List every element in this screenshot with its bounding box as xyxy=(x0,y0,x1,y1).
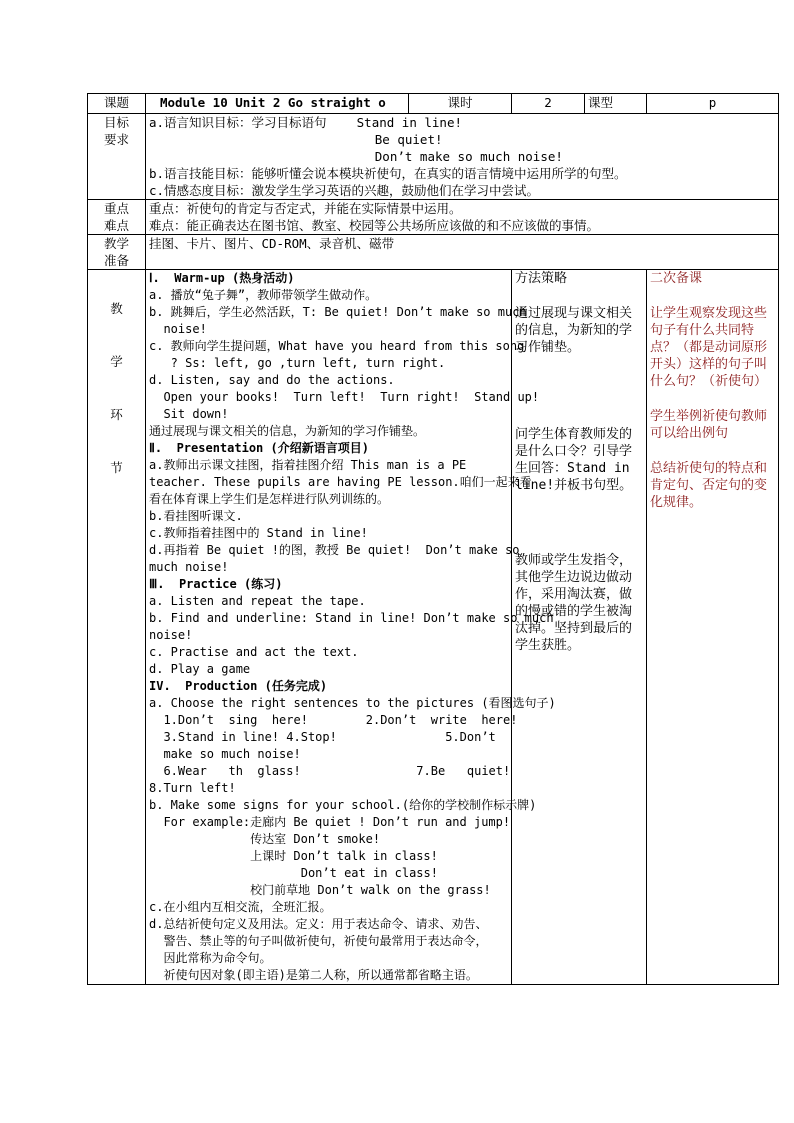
hours-label: 课时 xyxy=(409,94,512,114)
section-heading: Ⅲ. Practice (练习) xyxy=(149,577,283,591)
process-line: b. Find and underline: Stand in line! Don’t make so much xyxy=(149,611,554,625)
goals-row xyxy=(88,114,779,200)
process-line: c. 教师向学生提问题，What have you heard from this song xyxy=(149,339,525,353)
process-label-char: 节 xyxy=(110,460,123,475)
prep-materials: 挂图、卡片、图片、CD-ROM、录音机、磁带 xyxy=(149,236,395,251)
lesson-plan-table xyxy=(87,93,779,985)
process-label-char: 学 xyxy=(110,354,123,369)
type-label: 课型 xyxy=(585,94,647,114)
focus-label xyxy=(88,200,146,235)
strategy-column xyxy=(512,270,647,985)
focus-label-line2: 难点 xyxy=(103,218,129,233)
process-line: c. Practise and act the text. xyxy=(149,645,359,659)
process-line: 校门前草地 Don’t walk on the grass! xyxy=(149,883,491,897)
focus-content xyxy=(146,200,779,235)
second-prep-note: 让学生观察发现这些句子有什么共同特点？（都是动词原形开头）这样的句子叫什么句？（祈使句） xyxy=(650,306,768,389)
process-line: d.总结祈使句定义及用法。定义：用于表达命令、请求、劝告、 xyxy=(149,917,488,931)
process-line: 通过展现与课文相关的信息，为新知的学习作铺垫。 xyxy=(149,424,426,438)
topic-label: 课题 xyxy=(88,94,146,114)
process-line: 8.Turn left! xyxy=(149,781,236,795)
process-line: b.看挂图听课文. xyxy=(149,509,243,523)
process-line: Don’t eat in class! xyxy=(149,866,438,880)
second-prep-note: 学生举例祈使句教师可以给出例句 xyxy=(650,409,768,441)
process-line: d.再指着 Be quiet !的图，教授 Be quiet! Don’t make so xyxy=(149,543,520,557)
process-line: teacher. These pupils are having PE lesson.咱们一起来看 xyxy=(149,475,532,489)
process-line: 传达室 Don’t smoke! xyxy=(149,832,381,846)
process-line: noise! xyxy=(149,628,193,642)
process-line: 看在体育课上学生们是怎样进行队列训练的。 xyxy=(149,492,390,506)
process-line: Sit down! xyxy=(149,407,229,421)
process-line: b. Make some signs for your school.(给你的学校制作标示牌) xyxy=(149,798,537,812)
process-line: d. Play a game xyxy=(149,662,251,676)
process-line: make so much noise! xyxy=(149,747,301,761)
goal-line: a.语言知识目标：学习目标语句 Stand in line! xyxy=(149,115,463,130)
goals-label-line2: 要求 xyxy=(103,132,129,147)
goals-content xyxy=(146,114,779,200)
process-line: 警告、禁止等的句子叫做祈使句，祈使句最常用于表达命令， xyxy=(149,934,488,948)
goals-label-line1: 目标 xyxy=(103,115,129,130)
section-heading: Ⅱ. Presentation (介绍新语言项目) xyxy=(149,441,369,455)
process-line: 3.Stand in line! 4.Stop! 5.Don’t xyxy=(149,730,496,744)
goal-line: b.语言技能目标：能够听懂会说本模块祈使句，在真实的语言情境中运用所学的句型。 xyxy=(149,166,627,181)
process-line: 6.Wear th glass! 7.Be quiet! xyxy=(149,764,511,778)
process-line: 祈使句因对象(即主语)是第二人称，所以通常都省略主语。 xyxy=(149,968,478,982)
process-line: a.教师出示课文挂图，指着挂图介绍 This man is a PE xyxy=(149,458,467,472)
process-line: noise! xyxy=(149,322,207,336)
process-label-char: 环 xyxy=(110,407,123,422)
topic-value: Module 10 Unit 2 Go straight o xyxy=(146,94,409,114)
strategy-note: 通过展现与课文相关的信息，为新知的学习作铺垫。 xyxy=(515,306,633,355)
difficulty: 难点：能正确表达在图书馆、教室、校园等公共场所应该做的和不应该做的事情。 xyxy=(149,218,600,233)
process-line: 上课时 Don’t talk in class! xyxy=(149,849,438,863)
prep-label-line2: 准备 xyxy=(103,253,129,268)
process-line: Open your books! Turn left! Turn right! Stand up! xyxy=(149,390,540,404)
hours-value: 2 xyxy=(512,94,585,114)
process-line: c.教师指着挂图中的 Stand in line! xyxy=(149,526,368,540)
process-label-char: 教 xyxy=(110,301,123,316)
key-point: 重点：祈使句的肯定与否定式，并能在实际情景中运用。 xyxy=(149,201,462,216)
second-prep-note: 总结祈使句的特点和肯定句、否定句的变化规律。 xyxy=(650,461,768,510)
process-line: b. 跳舞后，学生必然活跃，T: Be quiet! Don’t make so much xyxy=(149,305,527,319)
goals-label xyxy=(88,114,146,200)
goal-line: Don’t make so much noise! xyxy=(149,149,563,164)
process-label xyxy=(88,270,146,985)
focus-label-line1: 重点 xyxy=(103,201,129,216)
process-line: a. Choose the right sentences to the pictures (看图选句子) xyxy=(149,696,556,710)
prep-label-line1: 教学 xyxy=(103,236,129,251)
strategy-note: 问学生体育教师发的是什么口令？引导学生回答：Stand in line!并板书句型。 xyxy=(515,427,633,493)
focus-row xyxy=(88,200,779,235)
prep-row xyxy=(88,235,779,270)
section-heading: Ⅰ. Warm-up (热身活动) xyxy=(149,271,295,285)
process-line: much noise! xyxy=(149,560,229,574)
process-row xyxy=(88,270,779,985)
strategy-heading: 方法策略 xyxy=(515,271,568,286)
process-line: a. Listen and repeat the tape. xyxy=(149,594,366,608)
second-prep-heading: 二次备课 xyxy=(650,271,703,286)
prep-label xyxy=(88,235,146,270)
goal-line: Be quiet! xyxy=(149,132,443,147)
section-heading: IV. Production (任务完成) xyxy=(149,679,328,693)
process-line: a. 播放“兔子舞”，教师带领学生做动作。 xyxy=(149,288,378,302)
process-line: For example:走廊内 Be quiet ! Don’t run and jump! xyxy=(149,815,511,829)
process-line: 1.Don’t sing here! 2.Don’t write here! xyxy=(149,713,518,727)
header-row xyxy=(88,94,779,114)
process-line: d. Listen, say and do the actions. xyxy=(149,373,395,387)
process-line: ? Ss: left, go ,turn left, turn right. xyxy=(149,356,446,370)
goal-line: c.情感态度目标：激发学生学习英语的兴趣，鼓励他们在学习中尝试。 xyxy=(149,183,540,198)
process-line: 因此常称为命令句。 xyxy=(149,951,272,965)
prep-content xyxy=(146,235,779,270)
type-value: p xyxy=(647,94,779,114)
second-prep-column xyxy=(647,270,779,985)
process-line: c.在小组内互相交流，全班汇报。 xyxy=(149,900,332,914)
strategy-note: 教师或学生发指令，其他学生边说边做动作，采用淘汰赛，做的慢或错的学生被淘汰掉。坚持到最后的学生获胜。 xyxy=(515,553,633,653)
